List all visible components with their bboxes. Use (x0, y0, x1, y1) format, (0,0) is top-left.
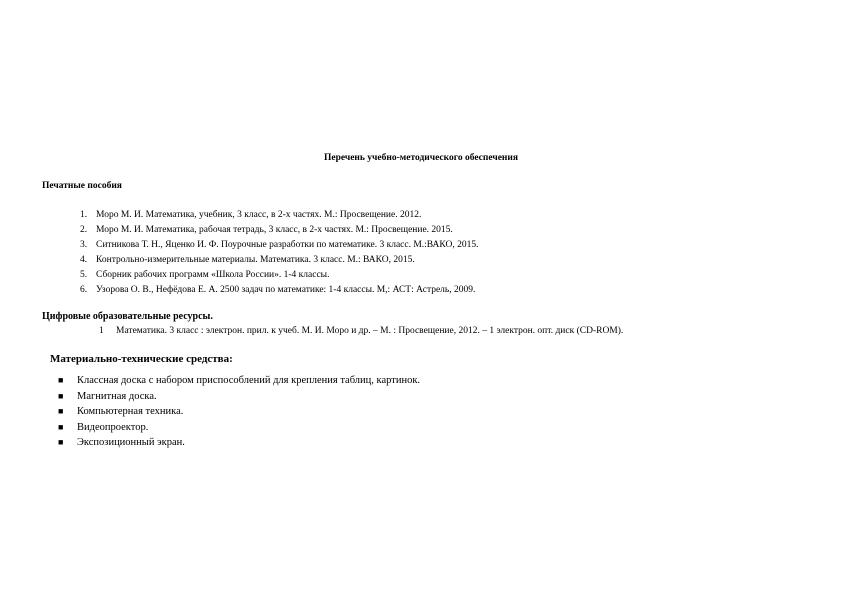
list-item (58, 404, 420, 420)
list-number: 3. (80, 240, 88, 250)
list-text: Моро М. И. Математика, рабочая тетрадь, 3 класс, в 2-х частях. М.: Просвещение. 2015. (96, 225, 453, 235)
square-bullet-icon: ■ (58, 437, 64, 447)
list-number: 2. (80, 225, 88, 235)
list-item (80, 253, 479, 268)
printed-heading: Печатные пособия (42, 181, 122, 191)
list-text: Сборник рабочих программ «Школа России». 1-4 классы. (96, 270, 330, 280)
list-item (80, 208, 479, 223)
list-item (80, 283, 479, 298)
list-text: Видеопроектор. (77, 421, 149, 433)
list-number: 1 (99, 326, 104, 336)
printed-list (80, 208, 479, 298)
digital-heading: Цифровые образовательные ресурсы. (42, 311, 213, 322)
list-text: Моро М. И. Математика, учебник, 3 класс, в 2-х частях. М.: Просвещение. 2012. (96, 210, 422, 220)
list-text: Контрольно-измерительные материалы. Математика. 3 класс. М.: ВАКО, 2015. (96, 255, 415, 265)
list-text: Экспозиционный экран. (77, 437, 185, 448)
list-item (58, 373, 420, 389)
list-text: Компьютерная техника. (77, 406, 184, 417)
list-item (80, 238, 479, 253)
list-number: 4. (80, 255, 88, 265)
list-item (80, 268, 479, 283)
list-text: Узорова О. В., Нефёдова Е. А. 2500 задач по математике: 1-4 классы. М,: АСТ: Астрель, 2009. (96, 285, 476, 295)
list-number: 5. (80, 270, 88, 280)
list-number: 1. (80, 210, 88, 220)
square-bullet-icon: ■ (58, 375, 64, 385)
list-number: 6. (80, 285, 88, 295)
list-item (58, 435, 420, 451)
list-item (80, 223, 479, 238)
list-text: Классная доска с набором приспособлений для крепления таблиц, картинок. (77, 375, 421, 386)
page-title: Перечень учебно-методического обеспечения (323, 153, 518, 163)
square-bullet-icon: ■ (58, 390, 64, 401)
material-list (58, 373, 420, 451)
list-text: Магнитная доска. (77, 390, 157, 402)
list-item (58, 420, 420, 436)
square-bullet-icon: ■ (58, 406, 64, 416)
list-text: Ситникова Т. Н., Яценко И. Ф. Поурочные разработки по математике. 3 класс. М.:ВАКО, 2015. (96, 240, 479, 250)
list-text: Математика. 3 класс : электрон. прил. к учеб. М. И. Моро и др. – М. : Просвещение, 2012. – 1 электрон. опт. диск (CD-ROM). (116, 326, 624, 336)
list-item (58, 389, 420, 405)
material-heading: Материально-технические средства: (50, 353, 233, 365)
square-bullet-icon: ■ (58, 421, 64, 432)
digital-list-item (99, 326, 623, 336)
